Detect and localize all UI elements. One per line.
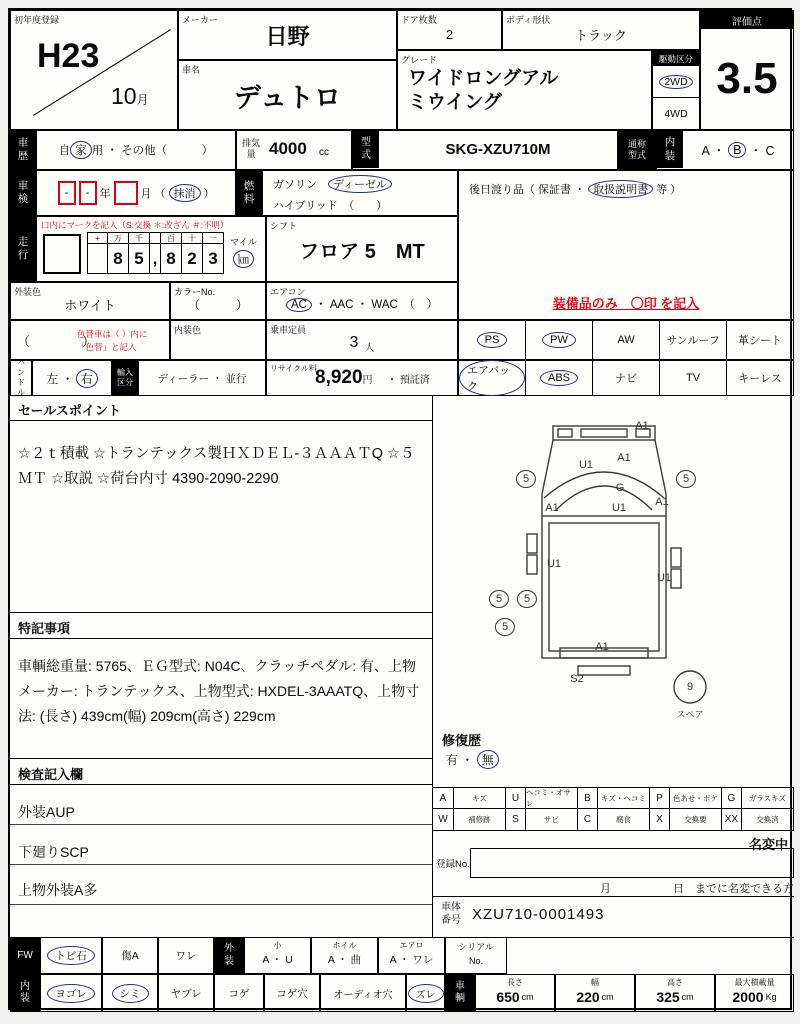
odometer-head: + (87, 232, 108, 244)
legend-label: 色あせ・ボケ (669, 788, 721, 808)
recycle-amount: 8,920 (315, 367, 363, 388)
history-circled-mark: 家 (70, 141, 92, 159)
history-label: 車歴 (10, 130, 36, 170)
aircon-value: AC ・ AAC ・ WAC （ ） (286, 296, 438, 312)
drive-2wd: 2WD (653, 66, 699, 98)
interior-grade-label: 内装 (657, 131, 683, 168)
odometer-head: 万 (108, 232, 129, 244)
repair-history-value: 有 ・ 無 (446, 750, 499, 769)
interior-color-label: 内装色 (174, 325, 202, 335)
damage-mark: G (615, 482, 625, 494)
recycle-cell (266, 360, 458, 396)
equip-sunroof: サンルーフ (659, 321, 726, 359)
odometer-head: 百 (161, 232, 182, 244)
int-stain: シミ (102, 974, 158, 1012)
exterior-color-value: ホワイト (64, 297, 116, 313)
recycle-label: リサイクル料 (270, 364, 317, 373)
mileage-label: 走行 (10, 216, 36, 282)
handle-circled: 右 (76, 369, 98, 388)
aircon-cell (266, 282, 458, 320)
equipment-row-2 (458, 360, 794, 396)
doors-value: 2 (445, 26, 454, 42)
model-code-label: 型式 (353, 131, 379, 168)
equip-leather: 革シート (726, 321, 793, 359)
import-value: ディーラー ・ 並行 (138, 360, 266, 396)
legend-label: 腐食 (597, 809, 649, 830)
legend-code: C (577, 809, 597, 830)
odometer-head (150, 232, 161, 244)
mileage-instruction: 口内にマークを記入（S:交換 ＊:改ざん ＃:不明） (41, 220, 229, 230)
dim-width: 幅 220 cm (555, 974, 635, 1012)
grade-value (408, 67, 558, 115)
interior-color-cell (170, 320, 266, 360)
grade-label: グレード (401, 55, 438, 65)
first-registration-cell (10, 10, 178, 130)
common-code-label: 通称型式 (618, 130, 656, 170)
ext-aero-cell: エアロ A ・ ワレ (378, 937, 445, 974)
legend-code: A (439, 792, 447, 804)
damage-mark: A1 (635, 420, 649, 432)
fuel-diesel-circled: ディーゼル (328, 175, 392, 193)
score-value: 3.5 (716, 54, 778, 103)
equip-keyless: キーレス (726, 361, 793, 395)
serial-no-cell: シリアル No. (445, 937, 507, 974)
shaken-year-box2: - (79, 181, 97, 205)
legend-label: 補修跡 (453, 809, 505, 830)
maker-label: メーカー (182, 15, 218, 25)
damage-mark: A1 (595, 641, 609, 653)
vehicle-label: 車輌 (445, 974, 475, 1012)
shaken-month-box (114, 181, 138, 205)
fuel-label: 燃料 (236, 170, 262, 216)
damage-mark: U1 (656, 572, 672, 584)
documents-cell (458, 170, 794, 320)
fw-label: FW (10, 937, 40, 974)
equip-abs: ABS (525, 361, 592, 395)
repair-history-label: 修復歴 (442, 733, 482, 748)
month-unit: 月 (136, 93, 149, 107)
fw-crack: ワレ (158, 937, 214, 974)
maker-value: 日野 (265, 23, 310, 49)
mileage-mark-box (43, 234, 81, 274)
vehicle-diagram-area (432, 396, 794, 728)
color-no-value: （ ） (187, 297, 248, 312)
dim-height: 高さ 325 cm (635, 974, 715, 1012)
legend-code: X (649, 809, 669, 830)
aircon-label: エアコン (270, 287, 306, 297)
name-change-status: 名変中 (748, 837, 788, 852)
capacity-cell (266, 320, 458, 360)
wheel-mark: 5 (516, 470, 536, 488)
equip-pw: PW (525, 321, 592, 359)
exterior-color-label: 外装色 (14, 287, 42, 297)
interior-grade-cell (656, 130, 794, 170)
equipment-row-1 (458, 320, 794, 360)
documents-circled: 取扱説明書 (588, 180, 653, 198)
drive-4wd: 4WD (664, 107, 688, 120)
legend-label: キズ・ヘコミ (597, 788, 649, 808)
odometer-digit: 2 (182, 244, 203, 274)
first-registration-label: 初年度登録 (14, 15, 60, 25)
odometer-digit: 8 (161, 244, 182, 274)
wheel-mark: 5 (495, 618, 515, 636)
odometer-head: 千 (129, 232, 150, 244)
int-burn: コゲ (214, 974, 264, 1012)
doors-label: ドア枚数 (401, 15, 437, 25)
legend-label: サビ (525, 809, 577, 830)
damage-mark: A1 (617, 452, 631, 464)
fw-stone-chip: トビ石 (40, 937, 102, 974)
mileage-cell (36, 216, 266, 282)
damage-mark: U1 (611, 502, 627, 514)
displacement-unit: cc (319, 147, 329, 158)
documents-text: 後日渡り品（ 保証書 ・ 取扱説明書 等 ） (469, 180, 681, 198)
notes-title: 特記事項 (18, 621, 71, 636)
model-code-cell (352, 130, 618, 170)
repair-circled: 無 (477, 750, 499, 769)
legend-label: 交換要 (669, 809, 721, 830)
equip-aw: AW (592, 321, 659, 359)
wheel-mark: 5 (489, 590, 509, 608)
exterior-label: 外装 (214, 937, 244, 974)
shaken-year-box1: - (58, 181, 76, 205)
int-burn-hole: コゲ穴 (264, 974, 320, 1012)
score-cell (700, 10, 794, 130)
handle-value: 左 ・ 右 (32, 360, 112, 396)
odometer-unit-mile: マイル (230, 237, 257, 247)
color-no-cell (170, 282, 266, 320)
odometer-head: 一 (203, 232, 224, 244)
equip-tv: TV (659, 361, 726, 395)
body-shape-label: ボディ形状 (506, 15, 551, 25)
shaken-value: - - 年 月 （ 抹消 ） (36, 170, 236, 216)
int-misalign: ズレ (406, 974, 445, 1012)
handle-label: ハンドル (10, 360, 32, 396)
displacement-value: 4000 (269, 139, 307, 158)
dim-max-load: 最大積載量 2000 Kg (715, 974, 794, 1012)
car-name-cell (178, 60, 397, 130)
odometer-digit: 3 (203, 244, 224, 274)
legend-code: P (649, 788, 669, 808)
history-value: 自 家 用 ・ その他（ ） (36, 130, 236, 170)
interior-grade-circled: B (728, 142, 746, 158)
legend-label: キズ (453, 788, 505, 808)
car-name-value: デュトロ (233, 82, 342, 113)
sales-point-title: セールスポイント (18, 403, 121, 418)
interior-label: 内装 (10, 974, 40, 1012)
drive-type-label: 駆動区分 (653, 51, 699, 66)
odometer-digit: 5 (129, 244, 150, 274)
displacement-label: 排気量 (241, 138, 260, 160)
body-shape-cell (502, 10, 700, 50)
fuel-line1: ガソリン ディーゼル (273, 175, 392, 193)
drive-type-cell (652, 50, 700, 130)
legend-code: U (505, 788, 525, 808)
recycle-value: 8,920円 ・ 預託済 (315, 367, 430, 388)
color-change-paren: （ ） (17, 334, 96, 349)
int-audio-hole: オーディオ穴 (320, 974, 406, 1012)
capacity-label: 乗車定員 (270, 325, 307, 335)
displacement-cell (236, 130, 352, 170)
color-no-label: カラーNo. (174, 287, 216, 297)
dim-length: 長さ 650 cm (475, 974, 555, 1012)
first-registration-month (111, 83, 149, 110)
odometer-unit-km: ㎞ (233, 250, 254, 268)
wheel-mark: 5 (676, 470, 696, 488)
odometer-comma: , (150, 244, 161, 274)
fuel-value (262, 170, 458, 216)
ext-wheel-cell: ホイル A ・ 曲 (311, 937, 378, 974)
odometer-grid (87, 232, 224, 274)
legend-label: ガラスキズ (741, 788, 793, 808)
fw-scratch: 傷A (102, 937, 158, 974)
int-dirt: ヨゴレ (40, 974, 102, 1012)
name-change-deadline: 月 日 までに名変できる方 (600, 883, 794, 895)
registration-no-label: 登録No. (436, 859, 470, 870)
shift-cell (266, 216, 458, 282)
inspection-title: 検査記入欄 (18, 767, 84, 782)
equip-ps: PS (459, 321, 525, 359)
damage-legend (432, 787, 794, 831)
registration-no-box (470, 848, 794, 878)
grade-cell (397, 50, 652, 130)
doors-cell (397, 10, 502, 50)
first-registration-era: H23 (37, 37, 100, 75)
month-value: 10 (111, 83, 137, 109)
exterior-color-cell (10, 282, 170, 320)
aircon-circled: AC (286, 298, 312, 312)
spare-tire-label: スペア (676, 709, 704, 720)
auction-sheet (8, 8, 792, 1010)
legend-label: ヘコミ・オサレ (525, 788, 577, 808)
color-change-note: 色替車は（ ）内に 「色替」と記入 (77, 329, 148, 353)
capacity-value: 3 (349, 334, 359, 351)
legend-code: S (505, 809, 525, 830)
color-change-cell (10, 320, 170, 360)
wheel-mark: 5 (517, 590, 537, 608)
odometer-digit: 8 (108, 244, 129, 274)
odometer-head: 十 (182, 232, 203, 244)
vehicle-outline (432, 396, 794, 728)
body-shape-value: トラック (575, 27, 627, 43)
chassis-label: 車体番号 (441, 902, 461, 926)
chassis-value: XZU710-0001493 (472, 906, 605, 923)
ext-small-cell: 小 A ・ U (244, 937, 311, 974)
spare-tire-mark: 9 (686, 681, 694, 693)
grade-line2: ミウイング (408, 91, 503, 113)
score-label: 評価点 (701, 11, 793, 29)
recycle-note: ・ 預託済 (387, 375, 430, 386)
fuel-line2: ハイブリッド （ ） (273, 200, 388, 212)
equipment-note: 装備品のみ 〇印 を記入 (552, 296, 700, 311)
shaken-label: 車検 (10, 170, 36, 216)
model-code-value: SKG-XZU710M (445, 141, 551, 158)
shaken-status-circled: 抹消 (169, 184, 201, 202)
equip-navi: ナビ (592, 361, 659, 395)
legend-label: 交換済 (741, 809, 793, 830)
capacity-unit: 人 (364, 342, 375, 354)
legend-code: W (438, 814, 448, 825)
car-name-label: 車名 (182, 65, 201, 75)
import-label: 輸入区分 (112, 360, 138, 396)
maker-cell (178, 10, 397, 60)
damage-mark: A1 (655, 496, 669, 508)
inspection-line1: 外装AUP (18, 804, 75, 820)
damage-mark: U1 (546, 558, 562, 570)
legend-code: B (577, 788, 597, 808)
damage-mark: U1 (578, 459, 594, 471)
grade-line1: ワイドロングアル (408, 68, 559, 89)
interior-grade-value: A ・ B ・ C (701, 142, 775, 158)
damage-mark: A1 (545, 502, 559, 514)
inspection-line2: 下廻りSCP (18, 844, 89, 860)
notes-body: 車輌総重量: 5765、ＥＧ型式: N04C、クラッチペダル: 有、上物メーカー: トランテックス、上物型式: HXDEL-3AAATQ、上物寸法: (長さ) 439cm(幅) 209cm(高さ) 229cm (18, 658, 420, 725)
odometer-digit (87, 244, 108, 274)
shift-label: シフト (270, 221, 298, 231)
sales-point-body: ☆２ｔ積載 ☆トランテックス製ＨＸＤＥＬ-３ＡＡＡＴQ ☆５ＭＴ ☆取説 ☆荷台内寸 4390-2090-2290 (18, 446, 415, 487)
damage-mark: S2 (570, 673, 584, 685)
shift-value: フロア 5 MT (299, 240, 425, 263)
inspection-line3: 上物外装A多 (18, 882, 98, 898)
equip-airbag: エアバック (459, 361, 525, 395)
int-tear: ヤブレ (158, 974, 214, 1012)
legend-code: G (721, 788, 741, 808)
legend-code: XX (721, 809, 741, 830)
